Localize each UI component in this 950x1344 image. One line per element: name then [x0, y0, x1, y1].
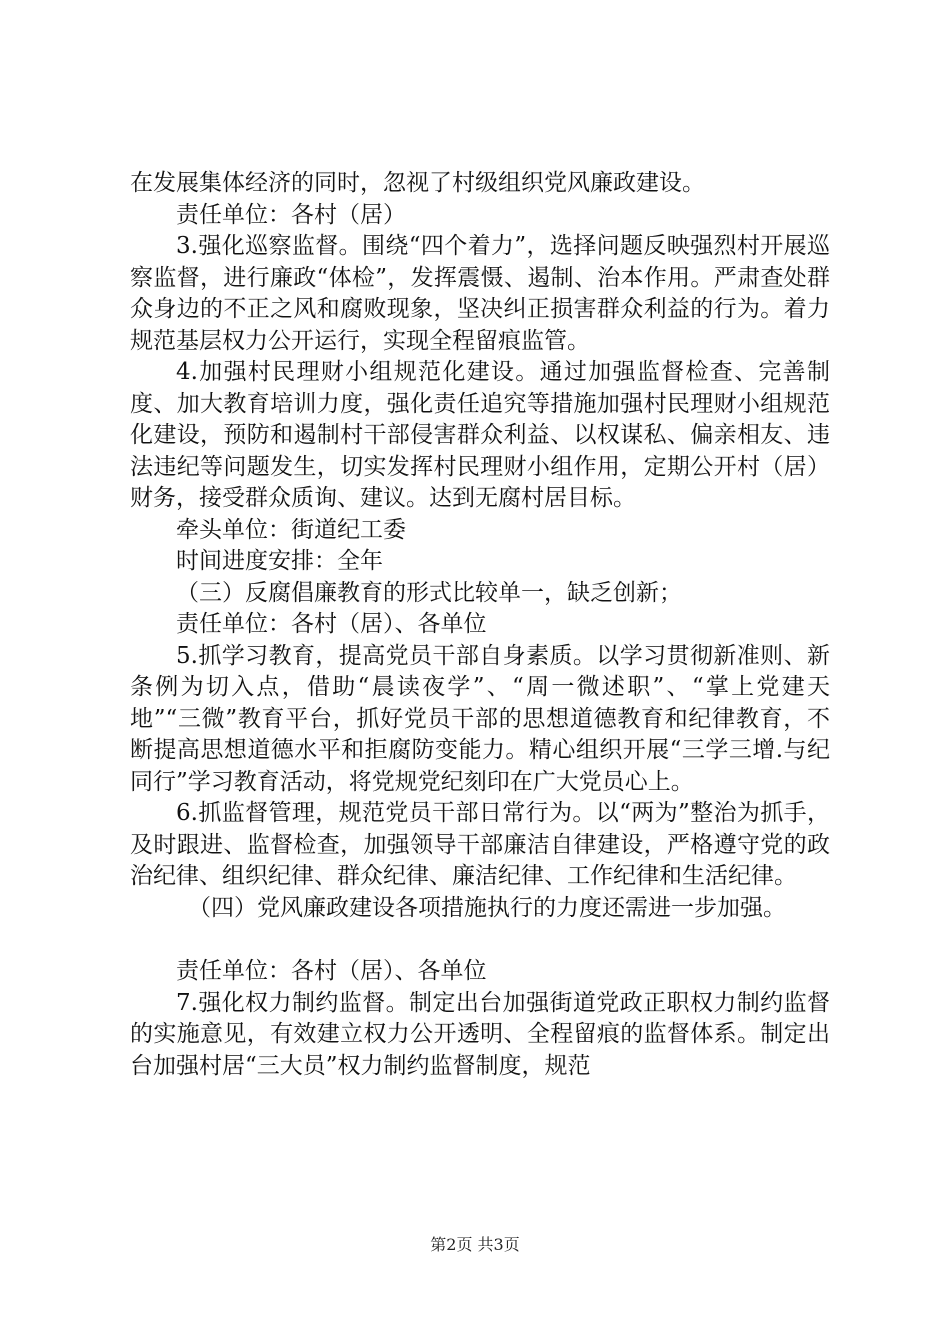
section-heading-4: （四）党风廉政建设各项措施执行的力度还需进一步加强。	[188, 894, 786, 921]
responsible-unit: 责任单位：各村（居）	[176, 201, 406, 228]
page-footer: 第2页 共3页	[430, 1235, 520, 1254]
paragraph-item-4: 4.加强村民理财小组规范化建设。通过加强监督检查、完善制度、加大教育培训力度，强化责任追究等措施加强村民理财小组规范化建设，预防和遏制村干部侵害群众利益、以权谋私、偏亲相友、违法违纪等问题发生，切实发挥村民理财小组作用，定期公开村（居）财务，接受群众质询、建议。达到无腐村居目标。	[130, 359, 830, 511]
blank-line	[130, 924, 830, 956]
lead-unit: 牵头单位：街道纪工委	[176, 516, 406, 543]
responsible-unit: 责任单位：各村（居）、各单位	[176, 611, 487, 637]
document-body	[130, 168, 830, 1082]
responsible-unit: 责任单位：各村（居）、各单位	[176, 958, 487, 984]
paragraph-continuation: 在发展集体经济的同时，忽视了村级组织党风廉政建设。	[130, 170, 705, 196]
section-heading-3: （三）反腐倡廉教育的形式比较单一，缺乏创新；	[176, 579, 682, 606]
schedule: 时间进度安排：全年	[176, 548, 383, 574]
paragraph-item-7: 7.强化权力制约监督。制定出台加强街道党政正职权力制约监督的实施意见，有效建立权力公开透明、全程留痕的监督体系。制定出台加强村居“三大员”权力制约监督制度，规范	[130, 989, 830, 1079]
paragraph-item-5: 5.抓学习教育，提高党员干部自身素质。以学习贯彻新准则、新条例为切入点，借助“晨读夜学”、“周一微述职”、“掌上党建天地”“三微”教育平台，抓好党员干部的思想道德教育和纪律教育，不断提高思想道德水平和拒腐防变能力。精心组织开展“三学三增.与纪同行”学习教育活动，将党规党纪刻印在广大党员心上。	[130, 642, 830, 795]
paragraph-item-3: 3.强化巡察监督。围绕“四个着力”，选择问题反映强烈村开展巡察监督，进行廉政“体检”，发挥震慑、遏制、治本作用。严肃查处群众身边的不正之风和腐败现象，坚决纠正损害群众利益的行为。着力规范基层权力公开运行，实现全程留痕监管。	[130, 233, 830, 354]
paragraph-item-6: 6.抓监督管理，规范党员干部日常行为。以“两为”整治为抓手，及时跟进、监督检查，加强领导干部廉洁自律建设，严格遵守党的政治纪律、组织纪律、群众纪律、廉洁纪律、工作纪律和生活纪律。	[130, 800, 830, 889]
